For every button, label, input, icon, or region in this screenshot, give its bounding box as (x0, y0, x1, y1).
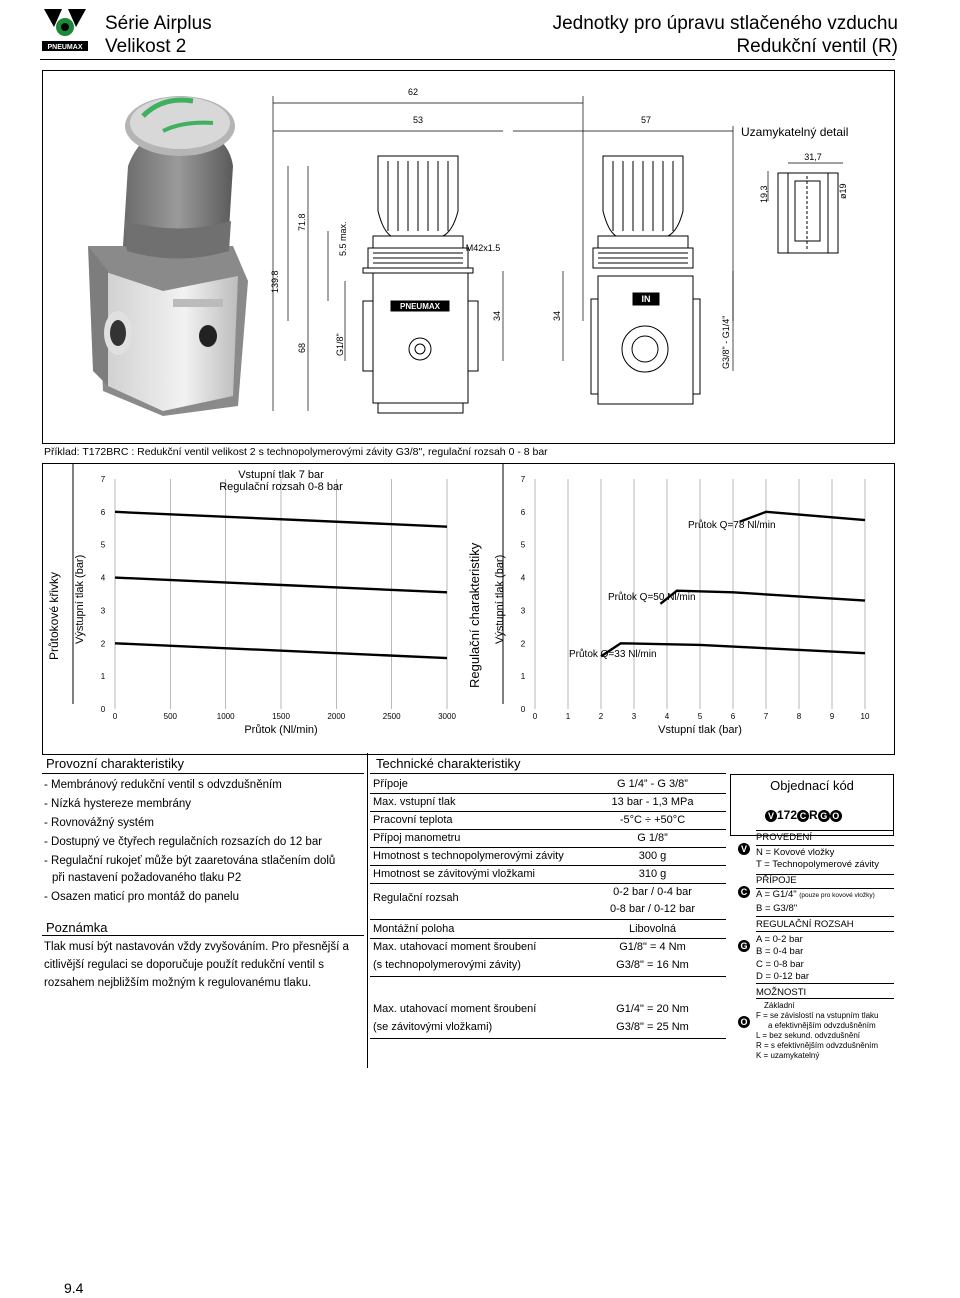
drawing-panel (42, 70, 895, 444)
y-tick-label: 3 (100, 606, 106, 616)
size-title: Velikost 2 (105, 36, 187, 57)
y-tick-label: 2 (520, 639, 526, 649)
operating-item: - Osazen maticí pro montáž do panelu (44, 891, 239, 903)
tech-row-label: Přípoj manometru (373, 832, 461, 844)
body-brand-text: PNEUMAX (399, 302, 441, 311)
tech-row-label: Hmotnost s technopolymerovými závity (373, 850, 564, 862)
marker-v: V (738, 843, 750, 855)
x-tick-label: 500 (163, 712, 178, 721)
flow-curves-chart (74, 469, 456, 736)
pripoje-b: B = G3/8" (756, 902, 798, 914)
dim-g38: G3/8" - G1/4" (721, 315, 731, 369)
y-axis-label: Výstupní tlak (bar) (74, 554, 86, 644)
x-axis-label: Vstupní tlak (bar) (658, 724, 742, 736)
tech-row-value: 13 bar - 1,3 MPa (611, 796, 694, 808)
tech-row-value: Libovolná (628, 923, 677, 935)
rozsah-c: C = 0-8 bar (756, 958, 804, 970)
marker-c: C (738, 886, 750, 898)
x-tick-label: 4 (664, 712, 670, 721)
series-title: Série Airplus (105, 13, 212, 34)
lockable-detail-drawing (778, 173, 838, 253)
y-tick-label: 6 (520, 507, 526, 517)
y-tick-label: 1 (520, 672, 526, 682)
logo-text: PNEUMAX (47, 44, 83, 51)
tech-row-value2: 0-8 bar / 0-12 bar (610, 903, 695, 915)
dim-19-3: 19,3 (759, 185, 769, 203)
dim-57: 57 (640, 115, 652, 125)
product-drawing (43, 71, 894, 443)
category-title: Jednotky pro úpravu stlačeného vzduchu (552, 13, 898, 34)
rozsah-a: A = 0-2 bar (756, 933, 803, 945)
annotation-q78: Průtok Q=78 Nl/min (688, 520, 776, 531)
tech-row-label: Max. vstupní tlak (373, 796, 456, 808)
operating-item: - Dostupný ve čtyřech regulačních rozsazích do 12 bar (44, 836, 323, 848)
tech-row-value: G 1/8” (637, 832, 668, 844)
tech-row-value2: G3/8" = 25 Nm (616, 1021, 689, 1033)
in-label: IN (641, 294, 651, 304)
provedeni-t: T = Technopolymerové závity (756, 859, 879, 870)
code-v: V (765, 810, 777, 822)
y-tick-label: 3 (520, 606, 526, 616)
tech-row-value: G1/4" = 20 Nm (616, 1003, 689, 1015)
dim-g18: G1/8" (335, 333, 345, 356)
tech-row-value: 310 g (638, 868, 667, 880)
code-c: C (797, 810, 809, 822)
moznosti-title: MOŽNOSTI (756, 986, 807, 998)
operating-item: při nastavení požadovaného tlaku P2 (52, 872, 242, 884)
code-main: 172 (777, 808, 798, 822)
dim-62: 62 (407, 87, 419, 97)
y-tick-label: 7 (100, 475, 106, 484)
x-axis-label: Průtok (Nl/min) (244, 724, 318, 736)
operating-item: - Membránový redukční ventil s odvzdušněním (44, 779, 282, 791)
y-tick-label: 0 (100, 705, 106, 714)
provedeni-title: PROVEDENÍ (756, 832, 812, 843)
tech-row-label: Max. utahovací moment šroubení (373, 1003, 537, 1015)
rozsah-d: D = 0-12 bar (756, 971, 810, 982)
rozsah-title: REGULAČNÍ ROZSAH (756, 919, 854, 930)
provedeni-n: N = Kovové vložky (756, 846, 835, 858)
tech-row-value: 300 g (638, 850, 667, 862)
code-r: R (809, 808, 818, 822)
dim-m42: M42x1.5 (465, 243, 501, 253)
y-axis-label: Výstupní tlak (bar) (494, 554, 506, 644)
x-tick-label: 6 (730, 712, 736, 721)
rozsah-b: B = 0-4 bar (756, 946, 804, 957)
tech-row-label: Max. utahovací moment šroubení (373, 941, 537, 953)
operating-title: Provozní charakteristiky (46, 756, 184, 771)
pneumax-logo (40, 5, 90, 53)
regulation-chart (494, 475, 870, 736)
regulation-side-label: Regulační charakteristiky (467, 542, 482, 688)
operating-item: - Regulační rukojeť může být zaaretována stlačením dolů (44, 855, 336, 867)
note-rule (42, 935, 364, 936)
moznosti-f2: a efektivnějším odvzdušněním (768, 1021, 876, 1030)
section-rule-right (370, 773, 726, 774)
operating-item: - Nízká hystereze membrány (44, 798, 191, 810)
technical-title: Technické charakteristiky (376, 756, 521, 771)
dim-31-7: 31,7 (804, 152, 822, 162)
operating-item: - Rovnovážný systém (44, 817, 154, 829)
y-tick-label: 5 (520, 540, 526, 550)
moznosti-r: R = s efektivnějším odvzdušněním (756, 1041, 879, 1050)
example-text: Příklad: T172BRC : Redukční ventil velikost 2 s technopolymerovými závity G3/8", regulační rozsah 0 - 8 bar (44, 446, 548, 458)
x-tick-label: 7 (763, 712, 769, 721)
operating-list (44, 777, 364, 908)
x-tick-label: 10 (860, 712, 870, 721)
x-tick-label: 3000 (438, 712, 456, 721)
y-tick-label: 2 (100, 639, 106, 649)
marker-g: G (738, 940, 750, 952)
side-view (591, 156, 700, 404)
moznosti-l: L = bez sekund. odvzdušnění (756, 1031, 860, 1040)
tech-row-label: Hmotnost se závitovými vložkami (373, 868, 535, 880)
chart-subtitle: Regulační rozsah 0-8 bar (219, 481, 343, 493)
dim-34-a: 34 (492, 310, 502, 321)
note-title: Poznámka (46, 920, 108, 935)
y-tick-label: 6 (100, 507, 106, 517)
dim-68: 68 (297, 342, 307, 353)
y-tick-label: 7 (520, 475, 526, 484)
annotation-q50: Průtok Q=50 Nl/min (608, 592, 696, 603)
moznosti-zakladni: Základní (764, 1001, 795, 1010)
note-body (44, 939, 364, 993)
pripoje-a-note: (pouze pro kovové vložky) (799, 892, 875, 899)
note-line: Tlak musí být nastavován vždy zvyšováním. Pro přesnější a (44, 941, 349, 953)
tech-row-label2: (s technopolymerovými závity) (373, 959, 521, 971)
tech-row-value: G1/8" = 4 Nm (619, 941, 686, 953)
y-tick-label: 0 (520, 705, 526, 714)
x-tick-label: 2500 (382, 712, 401, 721)
tech-row-label: Montážní poloha (373, 923, 455, 935)
tech-row-label2: (se závitovými vložkami) (373, 1021, 493, 1033)
dim-5-5: 5.5 max. (338, 221, 348, 256)
order-details (756, 830, 894, 1061)
x-tick-label: 2 (598, 712, 604, 721)
header-rule (40, 59, 895, 60)
moznosti-f: F = se závislostí na vstupním tlaku (756, 1011, 879, 1020)
order-code (765, 808, 842, 822)
y-tick-label: 5 (100, 540, 106, 550)
order-code-title: Objednací kód (770, 778, 854, 793)
section-rule-left (42, 773, 364, 774)
dim-o19: ø19 (838, 183, 848, 199)
section-divider (367, 753, 368, 1068)
code-o: O (830, 810, 842, 822)
dim-139-8: 139.8 (270, 270, 280, 293)
annotation-q33: Průtok Q=33 Nl/min (569, 649, 657, 660)
flow-curves-side-label: Průtokové křivky (47, 571, 61, 660)
pripoje-a: A = G1/4" (756, 889, 797, 900)
product-title: Redukční ventil (R) (736, 36, 898, 57)
x-tick-label: 5 (697, 712, 703, 721)
tech-row-label: Pracovní teplota (373, 814, 453, 826)
code-g: G (818, 810, 830, 822)
lockable-detail-label: Uzamykatelný detail (741, 125, 849, 139)
moznosti-k: K = uzamykatelný (756, 1051, 820, 1060)
x-tick-label: 0 (112, 712, 118, 721)
dim-34-b: 34 (552, 310, 562, 321)
chart-title: Vstupní tlak 7 bar (238, 469, 324, 481)
page-number: 9.4 (64, 1280, 84, 1296)
note-line: rozsahem nejbližším možným k regulovanému tlaku. (44, 977, 312, 989)
x-tick-label: 8 (796, 712, 802, 721)
x-tick-label: 2000 (327, 712, 346, 721)
tech-row-value: G 1/4” - G 3/8” (617, 778, 688, 790)
x-tick-label: 1 (565, 712, 571, 721)
tech-row-value: 0-2 bar / 0-4 bar (613, 886, 692, 898)
y-tick-label: 4 (100, 573, 106, 583)
tech-row-value2: G3/8" = 16 Nm (616, 959, 689, 971)
y-tick-label: 1 (100, 672, 106, 682)
product-photo (88, 96, 248, 416)
x-tick-label: 1500 (272, 712, 290, 721)
front-view (363, 156, 478, 413)
dimension-lines (273, 96, 843, 411)
tech-row-label: Přípoje (373, 778, 408, 790)
tech-row-value: -5°C ÷ +50°C (619, 814, 686, 826)
x-tick-label: 3 (631, 712, 637, 721)
dim-71-8: 71.8 (297, 213, 307, 231)
dim-53: 53 (412, 115, 424, 125)
note-line: citlivější regulaci se doporučuje použít redukční ventil s (44, 959, 324, 971)
tech-row-label: Regulační rozsah (373, 892, 459, 904)
x-tick-label: 1000 (216, 712, 235, 721)
y-tick-label: 4 (520, 573, 526, 583)
pripoje-title: PŘÍPOJE (756, 874, 797, 886)
x-tick-label: 9 (829, 712, 835, 721)
marker-o: O (738, 1016, 750, 1028)
x-tick-label: 0 (532, 712, 538, 721)
